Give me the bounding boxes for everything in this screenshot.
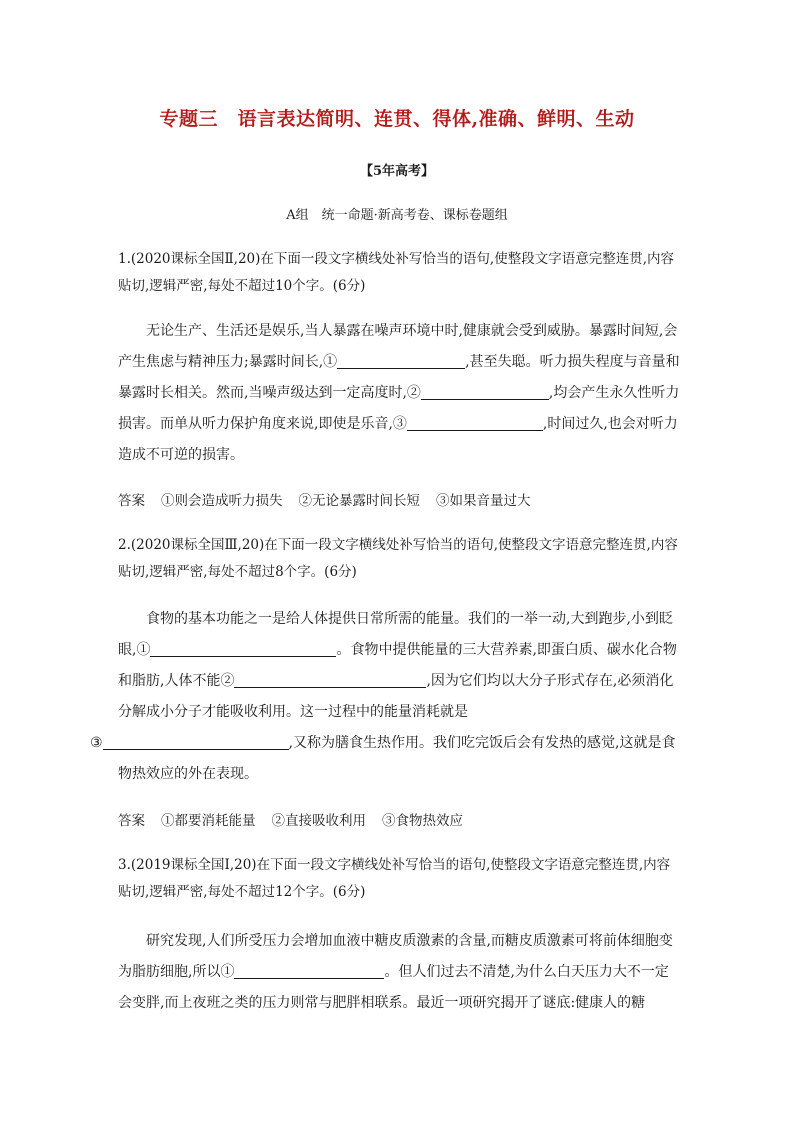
answer-blank-2[interactable] <box>421 383 549 400</box>
passage-text: ③ <box>90 735 103 751</box>
question-1-answer <box>118 488 678 515</box>
question-3-passage <box>118 926 680 1019</box>
answer-blank-3[interactable] <box>407 414 543 431</box>
passage-text: 。但人们过去不清楚,为什么白天压力大不一定会变胖,而上夜班之类的压力则常与肥胖相联系。最近一项研究揭开了谜底:健康人的糖 <box>118 964 669 1011</box>
question-2-stem: 2.(2020课标全国Ⅲ,20)在下面一段文字横线处补写恰当的语句,使整段文字语意完整连贯,内容贴切,逻辑严密,每处不超过8个字。(6分) <box>118 537 678 580</box>
passage-text: 。食物中提供能量的三大营养素,即蛋白质、碳水化合物和脂肪,人体不能② <box>118 642 677 689</box>
passage-text: ,因为它们均以大分子形式存在,必须消化分解成小分子才能吸收利用。这一过程中的能量消耗就是 <box>118 673 674 720</box>
answer-blank-2[interactable] <box>234 671 426 688</box>
question-3-stem: 3.(2019课标全国Ⅰ,20)在下面一段文字横线处补写恰当的语句,使整段文字语意完整连贯,内容贴切,逻辑严密,每处不超过12个字。(6分) <box>118 857 671 900</box>
answer-blank-3[interactable] <box>103 733 289 750</box>
answer-item: ③食物热效应 <box>382 813 463 829</box>
passage-text: 无论生产、生活还是娱乐,当人暴露在噪声环境中时,健康就会受到威胁。暴露时间短,会产生焦虑与精神压力;暴露时间长,① <box>118 323 678 370</box>
passage-text: ,甚至失聪。听力损失程度与音量和暴露时长相关。然而,当噪声级达到一定高度时,② <box>118 354 680 401</box>
question-1-passage <box>118 316 680 471</box>
group-heading: A组 统一命题·新高考卷、课标卷题组 <box>286 208 508 223</box>
answer-item: ①则会造成听力损失 <box>161 493 283 509</box>
passage-text: 研究发现,人们所受压力会增加血液中糖皮质激素的含量,而糖皮质激素可将前体细胞变为脂肪细胞,所以① <box>118 933 673 980</box>
passage-text: ,又称为膳食生热作用。我们吃完饭后会有发热的感觉,这就是食物热效应的外在表现。 <box>118 735 676 782</box>
passage-text: 食物的基本功能之一是给人体提供日常所需的能量。我们的一举一动,大到跑步,小到眨眼,① <box>118 611 673 658</box>
answer-label: 答案 <box>118 493 145 509</box>
question-1-stem: 1.(2020课标全国Ⅱ,20)在下面一段文字横线处补写恰当的语句,使整段文字语意完整连贯,内容贴切,逻辑严密,每处不超过10个字。(6分) <box>118 251 674 294</box>
answer-blank-1[interactable] <box>337 352 465 369</box>
answer-item: ③如果音量过大 <box>436 493 531 509</box>
answer-item: ②无论暴露时间长短 <box>298 493 420 509</box>
passage-text: ,时间过久,也会对听力造成不可逆的损害。 <box>118 416 678 463</box>
answer-item: ①都要消耗能量 <box>161 813 256 829</box>
answer-label: 答案 <box>118 813 145 829</box>
answer-blank-1[interactable] <box>150 640 336 657</box>
passage-text: ,均会产生永久性听力损害。而单从听力保护角度来说,即使是乐音,③ <box>118 385 680 432</box>
answer-item: ②直接吸收利用 <box>271 813 366 829</box>
page-title: 专题三 语言表达简明、连贯、得体,准确、鲜明、生动 <box>159 108 635 130</box>
section-heading: 【5年高考】 <box>359 164 435 179</box>
answer-blank-1[interactable] <box>234 962 384 979</box>
question-2-answer <box>118 808 678 835</box>
question-2-passage <box>90 604 680 790</box>
